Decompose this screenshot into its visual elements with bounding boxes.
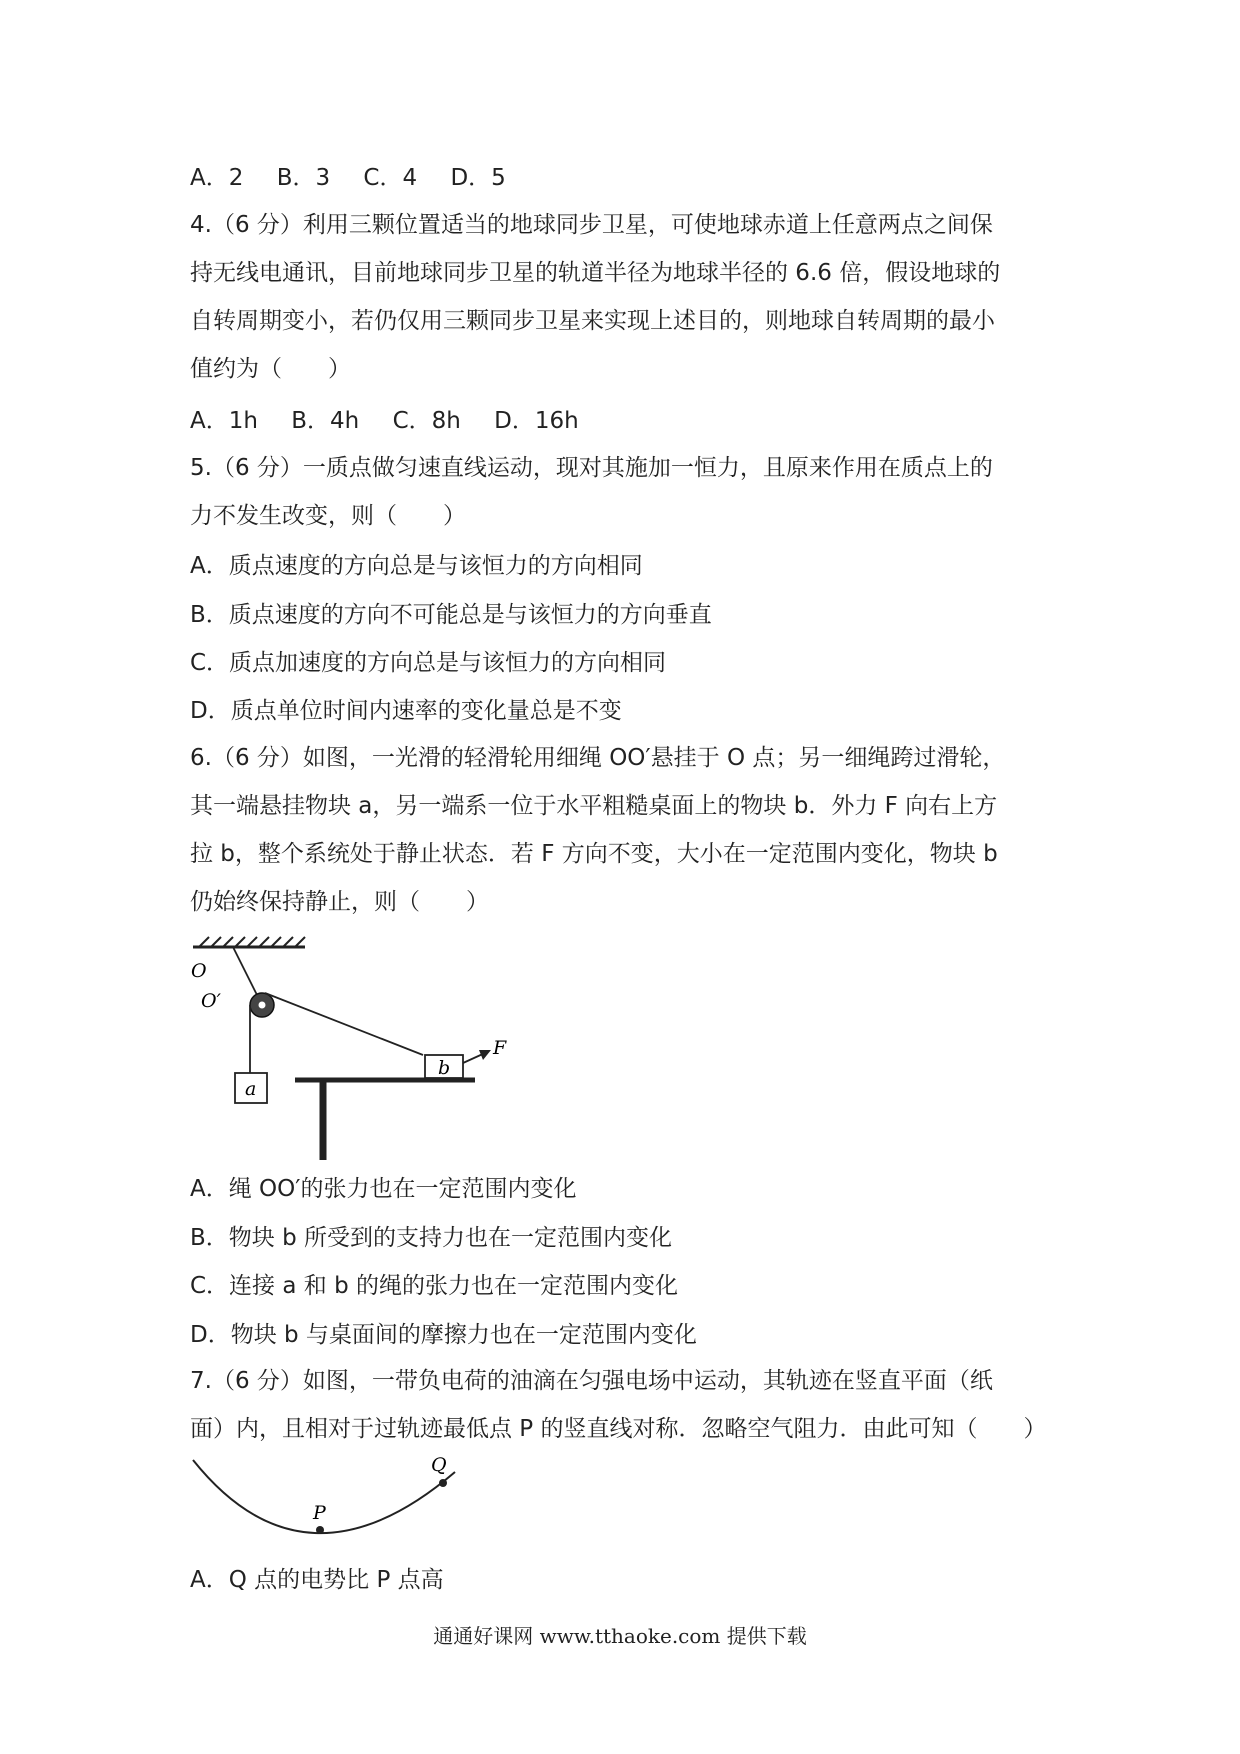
q5-line-2: 力不发生改变，则（ ） — [190, 503, 466, 529]
q3-options — [190, 163, 1090, 193]
q6-pulley-figure — [185, 935, 515, 1165]
q7-line-2: 面）内，且相对于过轨迹最低点 P 的竖直线对称．忽略空气阻力．由此可知（ ） — [190, 1416, 1047, 1442]
q6-line-2: 其一端悬挂物块 a，另一端系一位于水平粗糙桌面上的物块 b．外力 F 向右上方 — [190, 793, 998, 819]
point-q — [439, 1479, 447, 1487]
q5-option-d: D．质点单位时间内速率的变化量总是不变 — [190, 698, 622, 724]
label-o-prime: O′ — [201, 990, 221, 1012]
q4-option-b: B．4h — [291, 408, 360, 434]
rope-to-b — [265, 993, 423, 1055]
q5-option-b: B．质点速度的方向不可能总是与该恒力的方向垂直 — [190, 602, 712, 628]
q6-line-1: 6.（6 分）如图，一光滑的轻滑轮用细绳 OO′悬挂于 O 点；另一细绳跨过滑轮， — [190, 745, 1006, 771]
q5-option-a: A．质点速度的方向总是与该恒力的方向相同 — [190, 553, 643, 579]
q4-option-a: A．1h — [190, 408, 258, 434]
pulley-axle — [259, 1002, 266, 1009]
q6-line-3: 拉 b，整个系统处于静止状态．若 F 方向不变，大小在一定范围内变化，物块 b — [190, 841, 998, 867]
q4-line-1: 4.（6 分）利用三颗位置适当的地球同步卫星，可使地球赤道上任意两点之间保 — [190, 212, 993, 238]
q6-line-4: 仍始终保持静止，则（ ） — [190, 889, 489, 915]
q3-option-d: D．5 — [450, 165, 506, 191]
label-p: P — [313, 1502, 326, 1524]
q3-option-a: A．2 — [190, 165, 244, 191]
q6-option-b: B．物块 b 所受到的支持力也在一定范围内变化 — [190, 1225, 673, 1251]
q7-line-1: 7.（6 分）如图，一带负电荷的油滴在匀强电场中运动，其轨迹在竖直平面（纸 — [190, 1368, 993, 1394]
point-p — [316, 1526, 324, 1534]
page-footer: 通通好课网 www.tthaoke.com 提供下载 — [433, 1624, 807, 1648]
q3-option-c: C．4 — [363, 165, 418, 191]
q4-option-c: C．8h — [392, 408, 461, 434]
q4-line-4: 值约为（ ） — [190, 356, 351, 382]
q7-trajectory-figure — [185, 1450, 475, 1550]
q5-line-1: 5.（6 分）一质点做匀速直线运动，现对其施加一恒力，且原来作用在质点上的 — [190, 455, 993, 481]
label-q: Q — [431, 1454, 447, 1476]
q7-option-a: A．Q 点的电势比 P 点高 — [190, 1567, 444, 1593]
q6-option-c: C．连接 a 和 b 的绳的张力也在一定范围内变化 — [190, 1273, 678, 1299]
q4-option-d: D．16h — [494, 408, 579, 434]
q3-option-b: B．3 — [276, 165, 331, 191]
label-b: b — [438, 1057, 451, 1079]
q4-options — [190, 406, 1090, 436]
q5-option-c: C．质点加速度的方向总是与该恒力的方向相同 — [190, 650, 667, 676]
label-f: F — [493, 1037, 507, 1059]
q6-option-d: D．物块 b 与桌面间的摩擦力也在一定范围内变化 — [190, 1322, 697, 1348]
q4-line-2: 持无线电通讯，目前地球同步卫星的轨道半径为地球半径的 6.6 倍，假设地球的 — [190, 260, 1001, 286]
q6-option-a: A．绳 OO′的张力也在一定范围内变化 — [190, 1176, 577, 1202]
label-o: O — [191, 960, 207, 982]
label-a: a — [245, 1078, 257, 1100]
q4-line-3: 自转周期变小，若仍仅用三颗同步卫星来实现上述目的，则地球自转周期的最小 — [190, 308, 995, 334]
